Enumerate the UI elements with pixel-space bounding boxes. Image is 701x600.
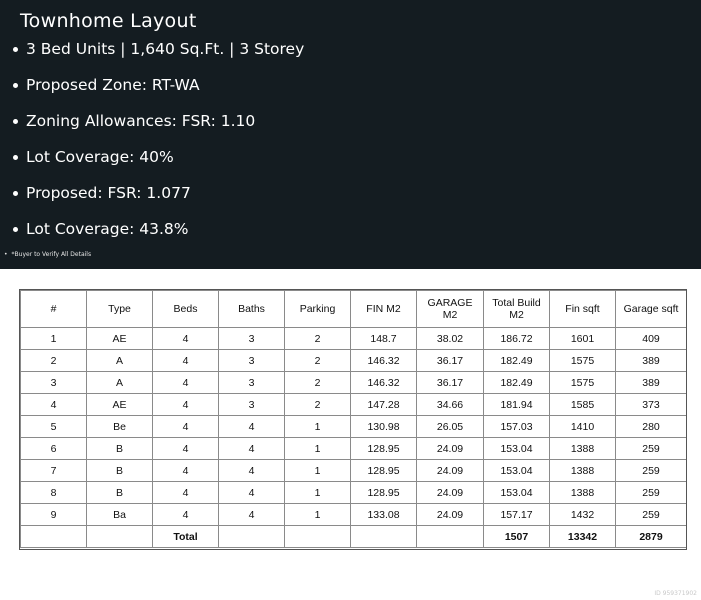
table-row <box>21 416 687 438</box>
table-row <box>21 350 687 372</box>
table-cell: 153.04 <box>484 460 550 482</box>
table-cell: 1388 <box>550 438 616 460</box>
feature-item: Proposed: FSR: 1.077 <box>10 181 304 217</box>
table-cell: 280 <box>616 416 687 438</box>
column-header: Beds <box>153 291 219 328</box>
table-cell: B <box>87 482 153 504</box>
table-cell: 181.94 <box>484 394 550 416</box>
table-cell: 186.72 <box>484 328 550 350</box>
column-header: Garage sqft <box>616 291 687 328</box>
watermark-id: ID 959371902 <box>654 590 697 597</box>
column-header: # <box>21 291 87 328</box>
table-cell <box>351 526 417 548</box>
table-cell: 1 <box>285 460 351 482</box>
table-cell: 146.32 <box>351 350 417 372</box>
table-cell <box>21 526 87 548</box>
table-cell: 1575 <box>550 372 616 394</box>
table-cell: 36.17 <box>417 372 484 394</box>
table-row <box>21 438 687 460</box>
table-cell: Be <box>87 416 153 438</box>
table-cell: 4 <box>153 460 219 482</box>
table-cell: 4 <box>153 482 219 504</box>
table-cell: 36.17 <box>417 350 484 372</box>
table-cell: 2 <box>285 350 351 372</box>
table-cell: 259 <box>616 482 687 504</box>
table-cell: A <box>87 350 153 372</box>
table-cell <box>285 526 351 548</box>
table-cell: 26.05 <box>417 416 484 438</box>
table-cell: 128.95 <box>351 482 417 504</box>
table-cell: 2 <box>285 372 351 394</box>
table-cell: 4 <box>219 416 285 438</box>
page-title: Townhome Layout <box>20 10 197 32</box>
feature-item: Lot Coverage: 43.8% <box>10 217 304 253</box>
table-cell: 5 <box>21 416 87 438</box>
table-cell: 24.09 <box>417 482 484 504</box>
total-row <box>21 526 687 548</box>
table-header-row <box>21 291 687 328</box>
table-cell <box>417 526 484 548</box>
table-cell: 4 <box>219 438 285 460</box>
table-cell: 4 <box>219 482 285 504</box>
table-cell: 130.98 <box>351 416 417 438</box>
table-cell: 153.04 <box>484 482 550 504</box>
feature-item: Zoning Allowances: FSR: 1.10 <box>10 109 304 145</box>
table-cell: 133.08 <box>351 504 417 526</box>
table-cell: 24.09 <box>417 504 484 526</box>
table-cell: 128.95 <box>351 438 417 460</box>
table-cell: AE <box>87 394 153 416</box>
column-header: Type <box>87 291 153 328</box>
table-cell: 3 <box>21 372 87 394</box>
table-row <box>21 372 687 394</box>
table-cell: 4 <box>153 328 219 350</box>
column-header: FIN M2 <box>351 291 417 328</box>
table-cell: 182.49 <box>484 372 550 394</box>
table-cell: 1432 <box>550 504 616 526</box>
table-cell: 259 <box>616 504 687 526</box>
column-header: Parking <box>285 291 351 328</box>
column-header: Fin sqft <box>550 291 616 328</box>
table-cell: 1388 <box>550 460 616 482</box>
table-cell: Ba <box>87 504 153 526</box>
table-cell: 4 <box>219 504 285 526</box>
table-cell: 146.32 <box>351 372 417 394</box>
disclaimer-note: • *Buyer to Verify All Details <box>4 251 91 258</box>
table-cell: 4 <box>153 394 219 416</box>
table-cell: 157.03 <box>484 416 550 438</box>
table-cell: 259 <box>616 460 687 482</box>
table-cell: 153.04 <box>484 438 550 460</box>
table-cell: 34.66 <box>417 394 484 416</box>
table-cell: 1 <box>21 328 87 350</box>
feature-item: 3 Bed Units | 1,640 Sq.Ft. | 3 Storey <box>10 37 304 73</box>
table-cell: 3 <box>219 328 285 350</box>
total-fin-sqft: 13342 <box>550 526 616 548</box>
table-cell: 4 <box>153 504 219 526</box>
table-cell: 1 <box>285 416 351 438</box>
table-cell: 409 <box>616 328 687 350</box>
table-cell: AE <box>87 328 153 350</box>
table-cell: 128.95 <box>351 460 417 482</box>
total-garage-sqft: 2879 <box>616 526 687 548</box>
table-cell: 1601 <box>550 328 616 350</box>
table-row <box>21 504 687 526</box>
table-cell <box>87 526 153 548</box>
table-cell: 38.02 <box>417 328 484 350</box>
table-cell: 6 <box>21 438 87 460</box>
table-cell: A <box>87 372 153 394</box>
table-cell: 389 <box>616 350 687 372</box>
table-row <box>21 460 687 482</box>
table-cell: 1585 <box>550 394 616 416</box>
table-cell: 147.28 <box>351 394 417 416</box>
table-cell: 24.09 <box>417 438 484 460</box>
table-cell: 2 <box>285 394 351 416</box>
table-cell: 389 <box>616 372 687 394</box>
table-cell: 4 <box>153 350 219 372</box>
table-cell: 7 <box>21 460 87 482</box>
table-cell: 1410 <box>550 416 616 438</box>
table-cell: 4 <box>219 460 285 482</box>
table-cell: 3 <box>219 350 285 372</box>
table-cell: 1 <box>285 438 351 460</box>
table-cell: 9 <box>21 504 87 526</box>
table-cell: B <box>87 438 153 460</box>
table-cell: 259 <box>616 438 687 460</box>
table-cell: 1 <box>285 504 351 526</box>
table-cell: 4 <box>153 438 219 460</box>
table-cell: 24.09 <box>417 460 484 482</box>
total-build-m2: 1507 <box>484 526 550 548</box>
table-cell: 1388 <box>550 482 616 504</box>
table-cell: 3 <box>219 372 285 394</box>
feature-item: Proposed Zone: RT-WA <box>10 73 304 109</box>
table-row <box>21 482 687 504</box>
table-cell: 4 <box>153 372 219 394</box>
column-header: Total Build M2 <box>484 291 550 328</box>
table-row <box>21 394 687 416</box>
table-cell: 1 <box>285 482 351 504</box>
feature-item: Lot Coverage: 40% <box>10 145 304 181</box>
table-cell: 1575 <box>550 350 616 372</box>
column-header: Baths <box>219 291 285 328</box>
unit-table <box>20 290 687 548</box>
table-cell: 148.7 <box>351 328 417 350</box>
table-row <box>21 328 687 350</box>
table-cell: 2 <box>285 328 351 350</box>
table-cell: 2 <box>21 350 87 372</box>
feature-list <box>10 37 304 253</box>
header-banner <box>0 0 701 269</box>
column-header: GARAGE M2 <box>417 291 484 328</box>
table-cell: 373 <box>616 394 687 416</box>
table-cell: 3 <box>219 394 285 416</box>
table-cell: 4 <box>21 394 87 416</box>
table-cell: 4 <box>153 416 219 438</box>
total-label: Total <box>153 526 219 548</box>
table-cell <box>219 526 285 548</box>
table-cell: B <box>87 460 153 482</box>
table-cell: 8 <box>21 482 87 504</box>
table-cell: 182.49 <box>484 350 550 372</box>
table-cell: 157.17 <box>484 504 550 526</box>
